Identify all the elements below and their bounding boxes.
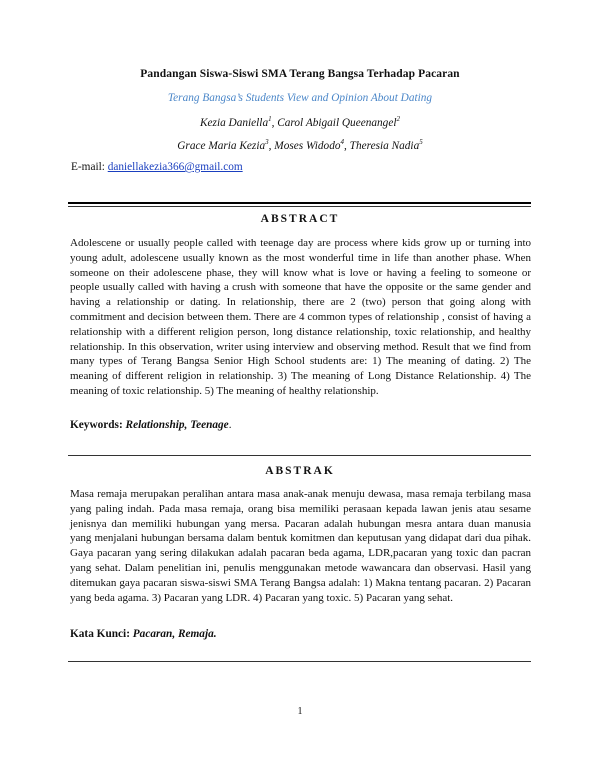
abstrak-bottom-rule <box>68 661 531 662</box>
author-affiliation: 5 <box>419 138 423 146</box>
abstrak-heading: ABSTRAK <box>265 465 335 477</box>
author-name: Kezia Daniella <box>200 116 269 129</box>
paper-title: Pandangan Siswa-Siswi SMA Terang Bangsa Terhadap Pacaran <box>140 68 460 80</box>
email-line <box>71 161 243 173</box>
author-name: Grace Maria Kezia <box>177 139 266 152</box>
author-affiliation: 4 <box>340 138 344 146</box>
email-link[interactable]: daniellakezia366@gmail.com <box>107 161 243 173</box>
author-affiliation: 2 <box>396 115 400 123</box>
author-separator: , <box>271 116 278 129</box>
abstrak-top-rule <box>68 455 531 456</box>
author-affiliation: 1 <box>268 115 272 123</box>
paper-subtitle: Terang Bangsa’s Students View and Opinion About Dating <box>167 92 433 104</box>
keywords-end: . <box>228 419 232 431</box>
authors-line-1 <box>0 115 600 129</box>
author-affiliation: 3 <box>265 138 269 146</box>
abstract-heading: ABSTRACT <box>260 213 340 225</box>
keywords-value: Relationship, Teenage <box>125 419 229 431</box>
kata-kunci-line: Kata Kunci: Pacaran, Remaja. <box>70 628 217 640</box>
abstrak-body: Masa remaja merupakan peralihan antara masa anak-anak menuju dewasa, masa remaja terbilang masa yang paling indah. Pada masa remaja, orang bisa memiliki perasaan kepada lawan jenis atau sesame jenisnya dan memiliki hubungan yang mersa. Pacaran adalah hubungan mesra antara duan manusia yang menjalani hubungan bersama dalam bentuk komitmen dan keputusan yang didapat dari dua pihak. Gaya pacaran yang sering dilakukan adalah pacaran beda agama, LDR,pacaran yang toxic dan pacran yang sehat. Dalam penelitian ini, penulis menggunakan metode wawancara dan observasi. Hasil yang ditemukan gaya pacaran siswa-siswi SMA Terang Bangsa adalah: 1) Makna tentang pacaran. 2) Pacaran yang beda agama. 3) Pacaran yang LDR. 4) Pacaran yang toxic. 5) Pacaran yang sehat. <box>70 488 531 604</box>
email-label: E-mail: <box>71 161 108 173</box>
authors-line-2 <box>0 138 600 152</box>
keywords-line: Keywords: Relationship, Teenage. <box>70 419 232 431</box>
kata-kunci-label: Kata Kunci <box>70 628 127 640</box>
keywords-label: Keywords <box>70 419 119 431</box>
abstract-body: Adolescene or usually people called with teenage day are process where kids grow up or turning into young adult, adolescene usually known as the most wonderful time in life than another phase. When someone on their adolescene phase, they will know what is love or having a feeling to someone or people usually called with having a crush with someone that have the opposite or the same gender and having a relationship or dating. In relationship, there are 2 (two) person that going along with commitment and decision between them. There are 4 common types of relationship , consist of having a relationship with a different religion person, long distance relationship, toxic relationship, and healthy relationship. In this observation, writer using interview and observing method. Result that we find from many types of Terang Bangsa Senior High School students are: 1) The meaning of dating. 2) The meaning of different religion in relationship. 3) The meaning of Long Distance Relationship. 4) The meaning of toxic relationship. 5) The meaning of healthy relationship. <box>70 237 531 397</box>
kata-kunci-value: Pacaran, Remaja. <box>132 628 217 640</box>
author-name: Theresia Nadia <box>349 139 420 152</box>
abstract-top-rule-thin <box>68 206 531 207</box>
author-separator: , <box>344 139 350 152</box>
author-separator: , <box>268 139 275 152</box>
author-name: Moses Widodo <box>274 139 341 152</box>
author-name: Carol Abigail Queenangel <box>277 116 397 129</box>
abstract-top-rule <box>68 202 531 204</box>
page-number: 1 <box>297 706 303 717</box>
